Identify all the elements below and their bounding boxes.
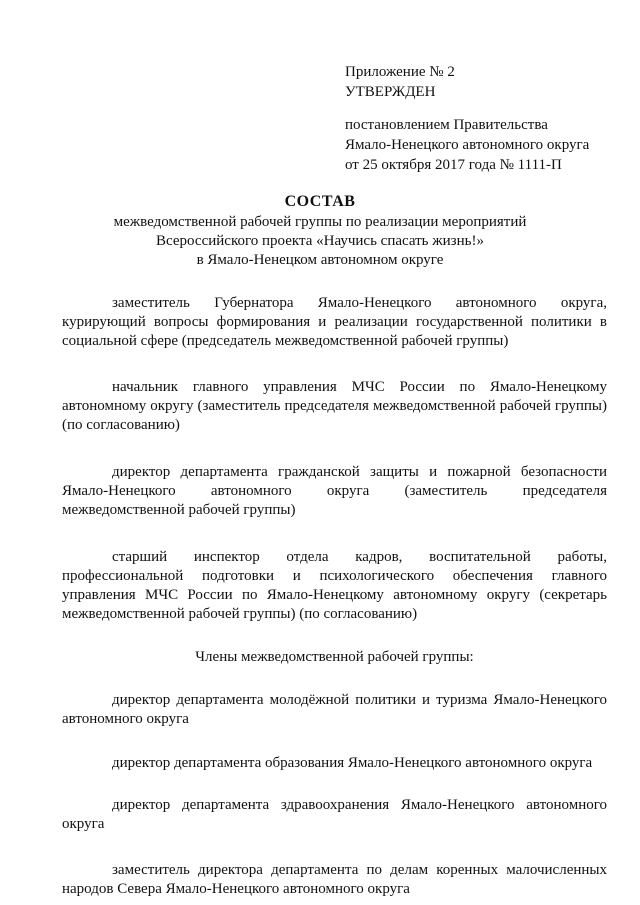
title-line-1: межведомственной рабочей группы по реализации мероприятий [113, 214, 527, 230]
member-entry: директор департамента молодёжной политики и туризма Ямало-Ненецкого автономного округа [62, 692, 607, 727]
composition-entry-deputy-chair-2: директор департамента гражданской защиты и пожарной безопасности Ямало-Ненецкого автономного округа (заместитель председателя межведомственной рабочей группы) [62, 464, 607, 518]
title-line-3: в Ямало-Ненецком автономном округе [196, 252, 444, 268]
approval-line-3: от 25 октября 2017 года № 1111-П [345, 157, 562, 173]
approved-label: УТВЕРЖДЕН [345, 84, 436, 100]
members-heading: Члены межведомственной рабочей группы: [195, 649, 474, 665]
document-title: СОСТАВ [284, 193, 356, 210]
approval-stamp [345, 62, 615, 175]
member-entry: заместитель директора департамента по делам коренных малочисленных народов Севера Ямало-Ненецкого автономного округа [62, 862, 607, 897]
member-entry: директор департамента здравоохранения Ямало-Ненецкого автономного округа [62, 797, 607, 832]
composition-entry-secretary: старший инспектор отдела кадров, воспитательной работы, профессиональной подготовки и психологического обеспечения главного управления МЧС России по Ямало-Ненецкому автономному округу (секретарь межведомственной рабочей группы) (по согласованию) [62, 549, 607, 622]
composition-list [62, 294, 607, 899]
title-line-2: Всероссийского проекта «Научись спасать жизнь!» [156, 233, 484, 249]
appendix-number: Приложение № 2 [345, 64, 455, 80]
approval-line-2: Ямало-Ненецкого автономного округа [345, 137, 590, 153]
approval-line-1: постановлением Правительства [345, 117, 548, 133]
member-entry: директор департамента образования Ямало-Ненецкого автономного округа [112, 755, 593, 771]
composition-entry-chair: заместитель Губернатора Ямало-Ненецкого автономного округа, курирующий вопросы формирования и реализации государственной политики в социальной сфере (председатель межведомственной рабочей группы) [62, 295, 607, 349]
document-title-block [60, 192, 580, 270]
composition-entry-deputy-chair-1: начальник главного управления МЧС России по Ямало-Ненецкому автономному округу (заместитель председателя межведомственной рабочей группы) (по согласованию) [62, 379, 607, 433]
